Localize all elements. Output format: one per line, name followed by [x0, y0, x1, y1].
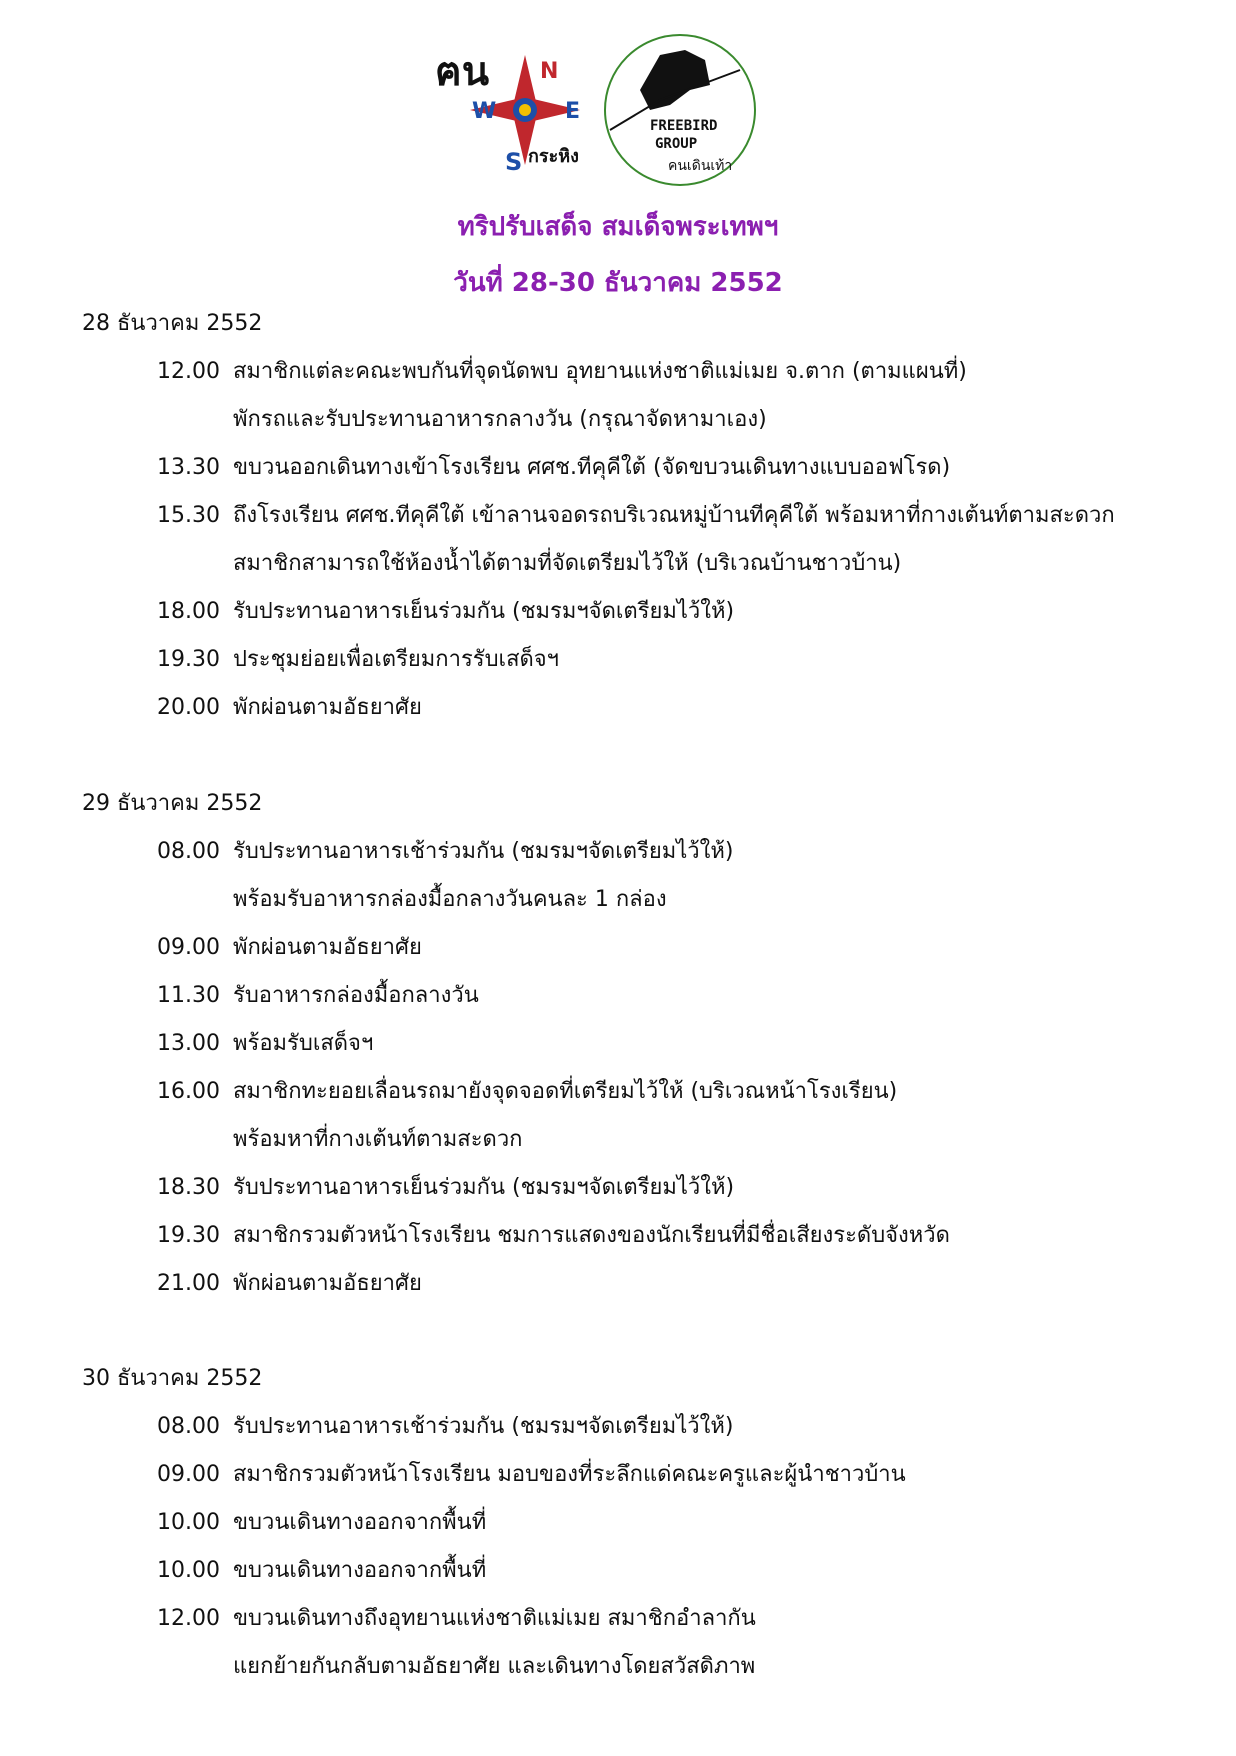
item-time: 21.00	[157, 1271, 220, 1296]
item-text: ขบวนเดินทางออกจากพื้นที่	[233, 1558, 487, 1583]
compass-logo-title: ฅน	[435, 49, 490, 95]
item-text: สมาชิกรวมตัวหน้าโรงเรียน ชมการแสดงของนักเรียนที่มีชื่อเสียงระดับจังหวัด	[233, 1223, 950, 1248]
item-text: พร้อมรับอาหารกล่องมื้อกลางวันคนละ 1 กล่อง	[233, 887, 667, 912]
header-logos	[430, 30, 770, 190]
freebird-group: GROUP	[655, 136, 698, 152]
item-text: รับประทานอาหารเย็นร่วมกัน (ชมรมฯจัดเตรียมไว้ให้)	[233, 599, 735, 624]
schedule-item	[82, 1020, 1182, 1068]
schedule-item	[82, 1260, 1182, 1308]
day-section-2	[82, 780, 1182, 1308]
compass-logo-subtitle: กระหิง	[528, 146, 579, 167]
item-text: ขบวนเดินทางออกจากพื้นที่	[233, 1510, 487, 1535]
item-time: 12.00	[157, 1606, 220, 1631]
document-title: ทริปรับเสด็จ สมเด็จพระเทพฯ	[457, 212, 779, 242]
schedule-item	[82, 348, 1182, 444]
schedule-item	[82, 588, 1182, 636]
item-text: พักผ่อนตามอัธยาศัย	[233, 1271, 422, 1296]
schedule-item	[82, 1595, 1182, 1691]
compass-n: N	[540, 59, 559, 84]
item-time: 20.00	[157, 695, 220, 720]
item-time: 13.30	[157, 455, 220, 480]
item-text: พักผ่อนตามอัธยาศัย	[233, 935, 422, 960]
item-time: 18.30	[157, 1175, 220, 1200]
day-section-3	[82, 1355, 1182, 1691]
item-text: รับประทานอาหารเช้าร่วมกัน (ชมรมฯจัดเตรียมไว้ให้)	[233, 839, 734, 864]
schedule-item	[82, 636, 1182, 684]
schedule-item	[82, 972, 1182, 1020]
compass-logo	[430, 40, 610, 190]
item-time: 11.30	[157, 983, 220, 1008]
item-time: 09.00	[157, 1462, 220, 1487]
item-time: 19.30	[157, 647, 220, 672]
item-text: สมาชิกสามารถใช้ห้องน้ำได้ตามที่จัดเตรียมไว้ให้ (บริเวณบ้านชาวบ้าน)	[233, 551, 902, 576]
item-text: ประชุมย่อยเพื่อเตรียมการรับเสด็จฯ	[233, 647, 560, 672]
item-time: 15.30	[157, 503, 220, 528]
item-time: 10.00	[157, 1510, 220, 1535]
compass-w: W	[472, 99, 497, 124]
item-text: สมาชิกแต่ละคณะพบกันที่จุดนัดพบ อุทยานแห่งชาติแม่เมย จ.ตาก (ตามแผนที่)	[233, 359, 967, 384]
item-text: สมาชิกรวมตัวหน้าโรงเรียน มอบของที่ระลึกแด่คณะครูและผู้นำชาวบ้าน	[233, 1462, 906, 1487]
freebird-thai: คนเดินเท้า	[668, 158, 733, 174]
compass-s: S	[505, 148, 523, 176]
schedule-item	[82, 828, 1182, 924]
schedule-item	[82, 924, 1182, 972]
item-time: 18.00	[157, 599, 220, 624]
schedule-item	[82, 1212, 1182, 1260]
item-time: 09.00	[157, 935, 220, 960]
day-section-1	[82, 300, 1182, 732]
item-time: 10.00	[157, 1558, 220, 1583]
day-heading: 29 ธันวาคม 2552	[82, 791, 263, 816]
freebird-brand: FREEBIRD	[650, 118, 718, 134]
item-time: 13.00	[157, 1031, 220, 1056]
item-text: พร้อมรับเสด็จฯ	[233, 1031, 374, 1056]
item-time: 12.00	[157, 359, 220, 384]
freebird-logo	[590, 30, 765, 190]
schedule-item	[82, 1451, 1182, 1499]
schedule-item	[82, 1068, 1182, 1164]
schedule-item	[82, 1164, 1182, 1212]
item-time: 16.00	[157, 1079, 220, 1104]
day-heading: 30 ธันวาคม 2552	[82, 1366, 263, 1391]
item-text: พักรถและรับประทานอาหารกลางวัน (กรุณาจัดหามาเอง)	[233, 407, 767, 432]
item-time: 08.00	[157, 839, 220, 864]
item-text: ถึงโรงเรียน ศศช.ทีคุคีใต้ เข้าลานจอดรถบริเวณหมู่บ้านทีคุคีใต้ พร้อมหาที่กางเต้นท์ตามสะดวก	[233, 503, 1115, 528]
schedule-item	[82, 1547, 1182, 1595]
item-text: สมาชิกทะยอยเลื่อนรถมายังจุดจอดที่เตรียมไว้ให้ (บริเวณหน้าโรงเรียน)	[233, 1079, 898, 1104]
item-text: พร้อมหาที่กางเต้นท์ตามสะดวก	[233, 1127, 523, 1152]
day-heading: 28 ธันวาคม 2552	[82, 311, 263, 336]
item-text: ขบวนเดินทางถึงอุทยานแห่งชาติแม่เมย สมาชิกอำลากัน	[233, 1606, 756, 1631]
schedule-item	[82, 1403, 1182, 1451]
schedule-item	[82, 444, 1182, 492]
compass-e: E	[565, 99, 581, 124]
item-text: รับประทานอาหารเย็นร่วมกัน (ชมรมฯจัดเตรียมไว้ให้)	[233, 1175, 735, 1200]
schedule-item	[82, 684, 1182, 732]
item-text: รับประทานอาหารเช้าร่วมกัน (ชมรมฯจัดเตรียมไว้ให้)	[233, 1414, 734, 1439]
item-text: ขบวนออกเดินทางเข้าโรงเรียน ศศช.ทีคุคีใต้ (จัดขบวนเดินทางแบบออฟโรด)	[233, 455, 951, 480]
item-time: 19.30	[157, 1223, 220, 1248]
item-text: รับอาหารกล่องมื้อกลางวัน	[233, 983, 479, 1008]
item-text: แยกย้ายกันกลับตามอัธยาศัย และเดินทางโดยสวัสดิภาพ	[233, 1654, 756, 1679]
schedule-item	[82, 1499, 1182, 1547]
item-time: 08.00	[157, 1414, 220, 1439]
document-date-range: วันที่ 28-30 ธันวาคม 2552	[453, 268, 783, 298]
item-text: พักผ่อนตามอัธยาศัย	[233, 695, 422, 720]
schedule-item	[82, 492, 1182, 588]
